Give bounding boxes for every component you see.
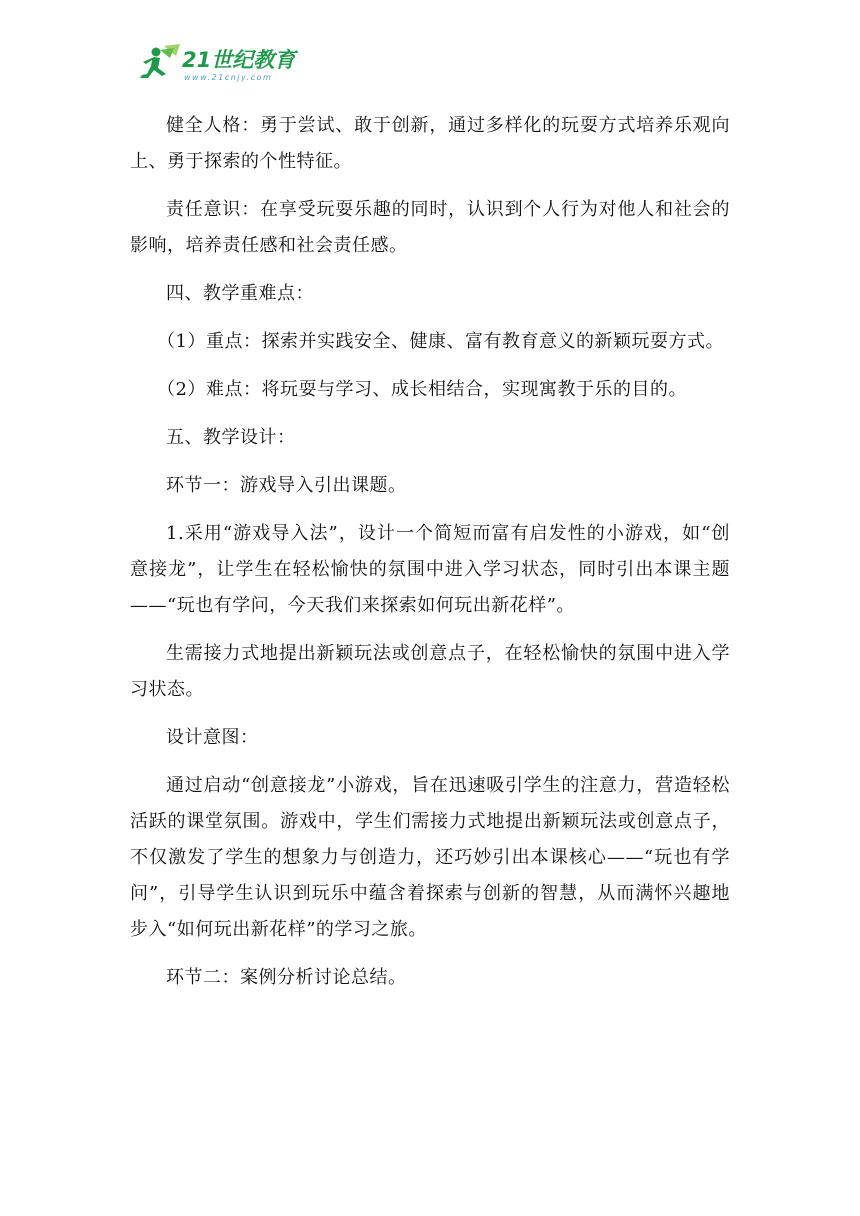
paragraph: 责任意识：在享受玩耍乐趣的同时，认识到个人行为对他人和社会的影响，培养责任感和社会责任感。 (130, 199, 730, 256)
paragraph: 生需接力式地提出新颖玩法或创意点子，在轻松愉快的氛围中进入学习状态。 (130, 643, 730, 700)
subsection-heading: 环节二：案例分析讨论总结。 (166, 967, 407, 988)
running-figure-icon (134, 42, 184, 86)
paragraph: 1.采用“游戏导入法”，设计一个简短而富有启发性的小游戏，如“创意接龙”，让学生在轻松愉快的氛围中进入学习状态，同时引出本课主题——“玩也有学问，今天我们来探索如何玩出新花样”。 (130, 523, 730, 616)
section-heading: 四、教学重难点： (166, 283, 314, 304)
subsection-heading: 环节一：游戏导入引出课题。 (166, 475, 407, 496)
paragraph: 健全人格：勇于尝试、敢于创新，通过多样化的玩耍方式培养乐观向上、勇于探索的个性特征。 (130, 115, 730, 172)
paragraph: （1）重点：探索并实践安全、健康、富有教育意义的新颖玩耍方式。 (157, 331, 724, 352)
paragraph: 通过启动“创意接龙”小游戏，旨在迅速吸引学生的注意力，营造轻松活跃的课堂氛围。游戏中，学生们需接力式地提出新颖玩法或创意点子，不仅激发了学生的想象力与创造力，还巧妙引出本课核心——“玩也有学问”，引导学生认识到玩乐中蕴含着探索与创新的智慧，从而满怀兴趣地步入“如何玩出新花样”的学习之旅。 (130, 775, 730, 940)
paragraph: （2）难点：将玩耍与学习、成长相结合，实现寓教于乐的目的。 (157, 379, 687, 400)
document-body (130, 108, 730, 1008)
site-logo (134, 42, 310, 86)
section-heading: 五、教学设计： (166, 427, 296, 448)
logo-text: 21世纪教育 (182, 48, 296, 72)
logo-url: www.21cnjy.com (184, 73, 273, 82)
subsection-heading: 设计意图： (166, 727, 259, 748)
